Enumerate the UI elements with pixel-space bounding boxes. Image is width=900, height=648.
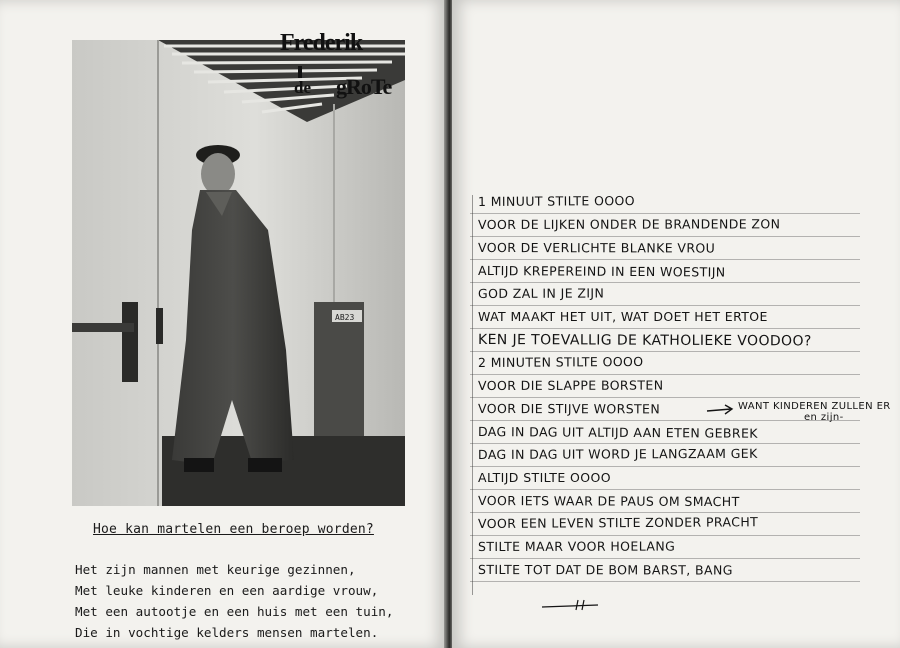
handwritten-line: VOOR IETS WAAR DE PAUS OM SMACHT	[477, 493, 740, 510]
side-note: WANT KINDEREN ZULLEN ER	[738, 401, 891, 412]
door-sign-text: AB23	[335, 313, 355, 322]
handwritten-line: KEN JE TOEVALLIG DE KATHOLIEKE VOODOO?	[477, 332, 812, 350]
title-word-frederik: Frederik	[280, 30, 363, 56]
handwritten-line: GOD ZAL IN JE ZIJN	[477, 285, 605, 301]
handwritten-line: 2 MINUTEN STILTE OOOO	[477, 353, 644, 370]
ruled-line	[470, 397, 860, 398]
handwritten-line: DAG IN DAG UIT WORD JE LANGZAAM GEK	[477, 445, 758, 462]
handwritten-line: VOOR DIE STIJVE WORSTEN	[477, 401, 661, 417]
handwritten-line: VOOR DE LIJKEN ONDER DE BRANDENDE ZON	[477, 216, 781, 232]
handwritten-line: ALTIJD KREPEREIND IN EEN WOESTIJN	[477, 263, 726, 280]
pen-squiggle	[540, 597, 600, 611]
ruled-line	[470, 466, 860, 467]
poem-line: Het zijn mannen met keurige gezinnen,	[75, 562, 356, 577]
photo-illustration	[72, 40, 405, 506]
handwritten-line: VOOR DIE SLAPPE BORSTEN	[477, 377, 664, 393]
ruled-line	[470, 328, 860, 329]
photo-caption: Hoe kan martelen een beroep worden?	[93, 522, 374, 537]
handwritten-line: VOOR DE VERLICHTE BLANKE VROU	[477, 240, 716, 256]
handwritten-line: 1 MINUUT STILTE OOOO	[477, 193, 636, 209]
man-in-coat-photo	[72, 40, 405, 506]
handwritten-line: ALTIJD STILTE OOOO	[478, 470, 611, 485]
handwritten-line: WAT MAAKT HET UIT, WAT DOET HET ERTOE	[478, 309, 768, 324]
ransom-note-title	[278, 28, 448, 108]
ruled-line	[470, 259, 860, 260]
handwritten-line: VOOR EEN LEVEN STILTE ZONDER PRACHT	[477, 514, 759, 531]
ruled-line	[470, 305, 860, 306]
ruled-line	[470, 581, 860, 582]
handwritten-line: DAG IN DAG UIT ALTIJD AAN ETEN GEBREK	[477, 424, 758, 441]
ruled-line	[470, 374, 860, 375]
ruled-line	[470, 236, 860, 237]
title-word-grote: gRoTe	[336, 74, 392, 99]
ruled-line	[470, 489, 860, 490]
poem-line: Die in vochtige kelders mensen martelen.	[75, 625, 379, 640]
ruled-line	[470, 558, 860, 559]
side-note-continuation: en zijn-	[804, 412, 844, 423]
handwritten-line: STILTE TOT DAT DE BOM BARST, BANG	[477, 562, 733, 578]
title-word-de: de	[294, 78, 311, 97]
poem-line: Met een autootje en een huis met een tuin,	[75, 604, 394, 619]
poem-line: Met leuke kinderen en een aardige vrouw,	[75, 583, 379, 598]
poem	[75, 559, 393, 643]
ruled-line	[470, 420, 860, 421]
handwritten-line: STILTE MAAR VOOR HOELANG	[477, 538, 676, 554]
arrow-right-icon	[706, 404, 734, 416]
title-mark	[298, 66, 302, 78]
